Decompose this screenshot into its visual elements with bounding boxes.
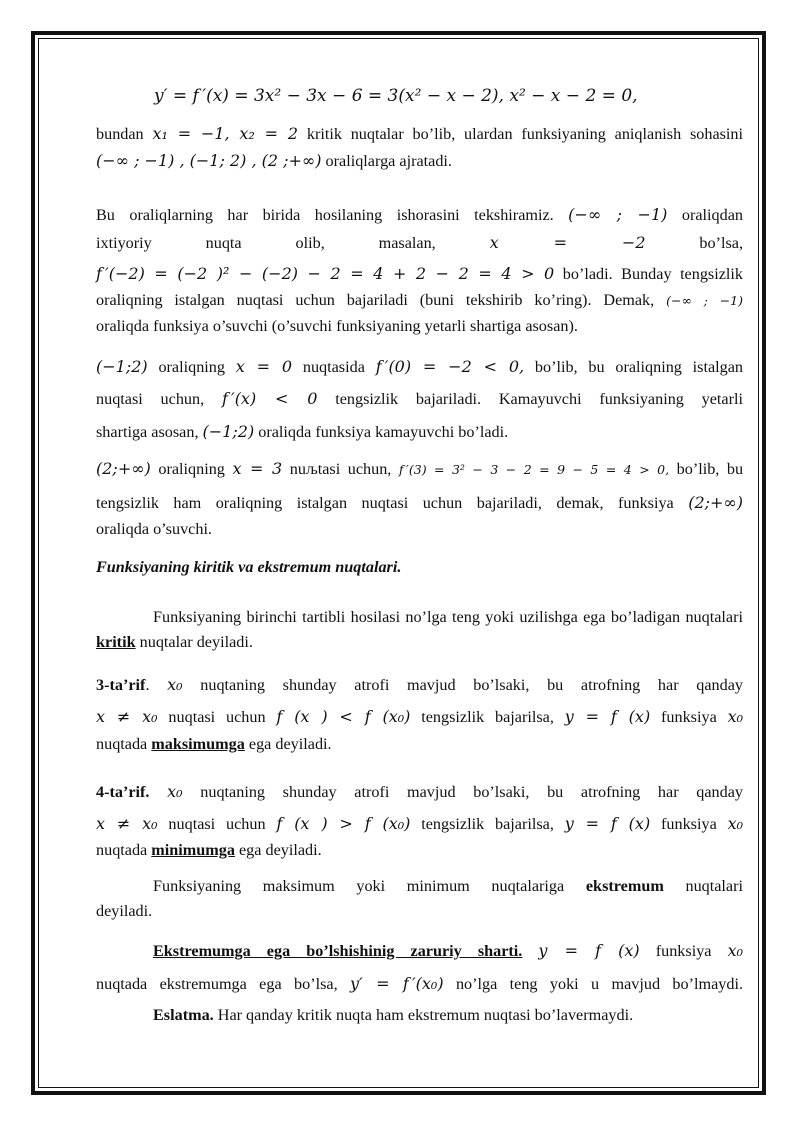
paragraph-intervals-line (96, 148, 743, 174)
text: tengsizlik bajarilsa, (421, 708, 554, 726)
text: oraliqning (158, 358, 225, 376)
paragraph-critical-definition (96, 605, 743, 655)
definition-4-line3 (96, 838, 743, 863)
term-maksimum: maksimumga (151, 735, 245, 753)
math-inequality: f (x ) < f (x₀) (276, 707, 411, 726)
text: Funksiyaning birinchi tartibli hosilasi no’lga teng yoki uzilishga ega bo’ladigan (153, 608, 681, 626)
math-interval: (2;+∞) (96, 459, 151, 478)
text: Funksiyaning maksimum yoki minimum nuqtalariga (153, 877, 565, 895)
text: nuqtasida (302, 358, 365, 376)
text: oraliqning istalgan nuqtasi uchun bajariladi (buni tekshirib ko’ring). Demak, (96, 291, 655, 309)
math-roots: x₁ = −1, x₂ = 2 (152, 124, 299, 143)
text: nuqtasi uchun (168, 708, 266, 726)
math-x-value: x = 3 (232, 459, 283, 478)
text: oraliqdan (681, 206, 743, 224)
math-inequality: f (x ) > f (x₀) (276, 814, 411, 833)
note-text: Har qanday kritik nuqta ham ekstremum nuqtasi bo’lavermaydi. (217, 1006, 634, 1024)
math-x-ne-x0: x ≠ x₀ (96, 707, 158, 726)
text: nuqtalari (685, 608, 743, 626)
paragraph-sign-check-line3 (96, 261, 743, 287)
paragraph-decreasing-line2 (96, 386, 743, 412)
paragraph-decreasing-line3 (96, 419, 743, 445)
math-x0: x₀ (727, 707, 744, 726)
term-minimum: minimumga (151, 841, 235, 859)
text: bo’lsa, (699, 234, 744, 252)
paragraph-extremum-line1 (96, 874, 743, 899)
text: oraliqda funksiya kamayuvchi bo’ladi. (258, 423, 509, 441)
term-kritik: kritik (96, 633, 136, 651)
math-derivative-eval: f ′(0) = −2 < 0, (375, 357, 525, 376)
text: oraliqning (158, 460, 225, 478)
math-interval: (−∞ ; −1) (666, 293, 744, 308)
text: nuqtasi uchun, (96, 390, 205, 408)
text: deyiladi. (96, 902, 153, 920)
text: nuqtasi uchun (168, 815, 266, 833)
math-intervals: (−∞ ; −1) , (−1; 2) , (2 ;+∞) (96, 151, 322, 170)
math-x-value: x = −2 (489, 233, 646, 252)
math-interval: (−1;2) (202, 422, 255, 441)
math-x0: x₀ (727, 814, 744, 833)
paragraph-sign-check-line5 (96, 314, 743, 339)
math-function: y = f (x) (564, 707, 651, 726)
text: tengsizlik bajariladi. Kamayuvchi funksiyaning yetarli (335, 390, 744, 408)
math-x-ne-x0: x ≠ x₀ (96, 814, 158, 833)
math-derivative-at-x0: y′ = f ′(x₀) (350, 974, 444, 993)
text: nuqtada (96, 841, 148, 859)
paragraph-sign-check-line2 (96, 230, 743, 256)
paragraph-critical-points (96, 121, 743, 147)
text: nuqtalari (685, 877, 744, 895)
term-necessary-condition: Ekstremumga ega bo’lshishinig zaruriy sharti. (153, 942, 523, 960)
math-function: y = f (x) (538, 941, 640, 960)
text: no’lga teng yoki u mavjud bo’lmaydi. (455, 975, 744, 993)
definition-4-line1 (96, 779, 743, 805)
math-interval: (−∞ ; −1) (568, 205, 668, 224)
text: nuqtada ekstremumga ega bo’lsa, (96, 975, 338, 993)
text: nuqtaning shunday atrofi mavjud bo’lsaki, bu atrofning har qanday (200, 783, 744, 801)
definition-label: 4-ta’rif. (96, 783, 150, 801)
definition-4-line2 (96, 811, 743, 837)
text: nuqtada (96, 735, 148, 753)
text: bo’ladi. Bunday tengsizlik (562, 265, 744, 283)
text: oraliqlarga ajratadi. (325, 152, 452, 170)
text: nuqtalar deyiladi. (139, 633, 253, 651)
text: nuљtasi uchun, (289, 460, 392, 478)
section-heading: Funksiyaning kiritik va ekstremum nuqtalari. (96, 558, 402, 576)
text: bo’lib, bu (676, 460, 744, 478)
text: ega deyiladi. (239, 841, 322, 859)
math-x0: x₀ (167, 675, 183, 694)
math-x0: x₀ (167, 782, 183, 801)
text: . (145, 676, 150, 694)
paragraph-decreasing-line1 (96, 354, 743, 380)
definition-3-line2 (96, 704, 743, 730)
text: ixtiyoriy nuqta olib, masalan, (96, 234, 436, 252)
paragraph-increasing-line1 (96, 456, 743, 482)
math-derivative-eval: f ′(−2) = (−2 )² − (−2) − 2 = 4 + 2 − 2 = 4 > 0 (96, 264, 555, 283)
formula-text: y′ = f ′(x) = 3x² − 3x − 6 = 3(x² − x − 2), x² − x − 2 = 0, (154, 86, 638, 106)
math-x-value: x = 0 (235, 357, 293, 376)
text: oraliqda funksiya o’suvchi (o’suvchi funksiyaning yetarli shartiga asosan). (96, 317, 578, 335)
paragraph-extremum-line2 (96, 899, 743, 924)
math-inequality: f ′(x) < 0 (221, 389, 318, 408)
text: funksiya (661, 815, 717, 833)
paragraph-necessary-condition-line2 (96, 971, 743, 997)
math-x0: x₀ (727, 941, 743, 960)
paragraph-sign-check-line1 (96, 202, 743, 228)
derivative-formula (154, 84, 714, 109)
math-interval: (−1;2) (96, 357, 148, 376)
text: funksiya (655, 942, 712, 960)
definition-3-line1 (96, 672, 743, 698)
paragraph-increasing-line2 (96, 490, 743, 516)
note-label: Eslatma. (153, 1006, 214, 1024)
math-interval: (2;+∞) (688, 493, 743, 512)
note-paragraph (96, 1003, 743, 1028)
text: oraliqda o’suvchi. (96, 520, 212, 538)
definition-3-line3 (96, 732, 743, 757)
text: bo’lib, bu oraliqning istalgan (534, 358, 744, 376)
text: kritik nuqtalar bo’lib, ulardan funksiyaning aniqlanish sohasini (306, 125, 744, 143)
term-ekstremum: ekstremum (585, 877, 664, 895)
math-derivative-eval: f ′(3) = 3² − 3 − 2 = 9 − 5 = 4 > 0, (398, 462, 670, 477)
paragraph-necessary-condition-line1 (96, 938, 743, 964)
text: ega deyiladi. (248, 735, 332, 753)
text: Bu oraliqlarning har birida hosilaning ishorasini tekshiramiz. (96, 206, 554, 224)
paragraph-increasing-line3 (96, 517, 743, 542)
text: bundan (96, 125, 144, 143)
text: nuqtaning shunday atrofi mavjud bo’lsaki, bu atrofning har qanday (200, 676, 744, 694)
paragraph-sign-check-line4 (96, 288, 743, 313)
math-function: y = f (x) (564, 814, 651, 833)
definition-label: 3-ta’rif (96, 676, 146, 694)
text: shartiga asosan, (96, 423, 199, 441)
text: tengsizlik bajarilsa, (421, 815, 554, 833)
text: tengsizlik ham oraliqning istalgan nuqtasi uchun bajariladi, demak, funksiya (96, 494, 674, 512)
text: funksiya (661, 708, 717, 726)
